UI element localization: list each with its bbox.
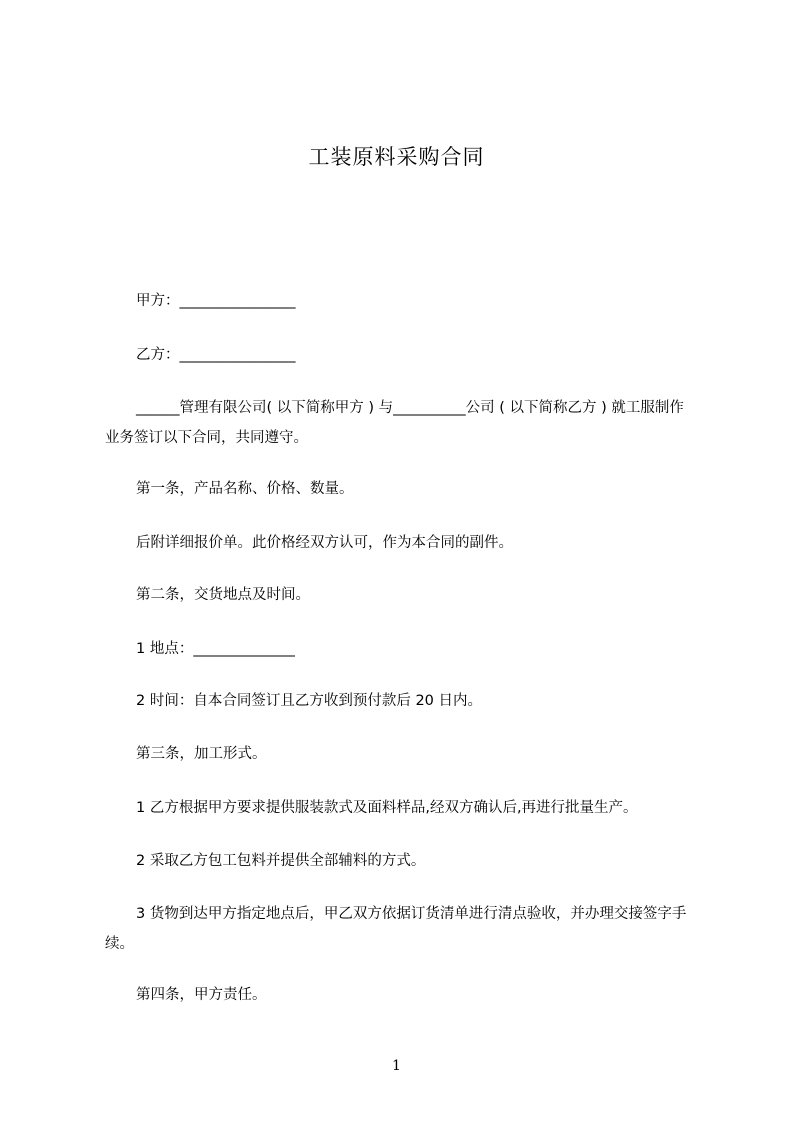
- article-3-item-1: 1 乙方根据甲方要求提供服装款式及面料样品,经双方确认后,再进行批量生产。: [136, 800, 638, 816]
- party-b-line: 乙方：________________: [136, 347, 296, 363]
- page-number: 1: [392, 1058, 401, 1074]
- article-3-heading: 第三条，加工形式。: [136, 746, 267, 762]
- article-3-item-2: 2 采取乙方包工包料并提供全部辅料的方式。: [136, 853, 426, 869]
- article-1-heading: 第一条，产品名称、价格、数量。: [136, 481, 354, 497]
- article-3-item-3: 3 货物到达甲方指定地点后，甲乙双方依据订货清单进行清点验收，并办理交接签字手续。: [105, 906, 687, 952]
- article-2-location: 1 地点：______________: [136, 641, 295, 657]
- party-a-line: 甲方：________________: [136, 293, 296, 309]
- contract-title: 工装原料采购合同: [308, 145, 485, 169]
- intro-paragraph: ______管理有限公司( 以下简称甲方 ) 与__________公司 ( 以下简称乙方 ) 就工服制作业务签订以下合同，共同遵守。: [105, 400, 684, 446]
- article-4-heading: 第四条，甲方责任。: [136, 987, 267, 1003]
- article-2-time: 2 时间：自本合同签订且乙方收到预付款后 20 日内。: [136, 693, 483, 709]
- article-2-heading: 第二条，交货地点及时间。: [136, 587, 310, 603]
- article-1-text: 后附详细报价单。此价格经双方认可，作为本合同的副件。: [136, 535, 513, 551]
